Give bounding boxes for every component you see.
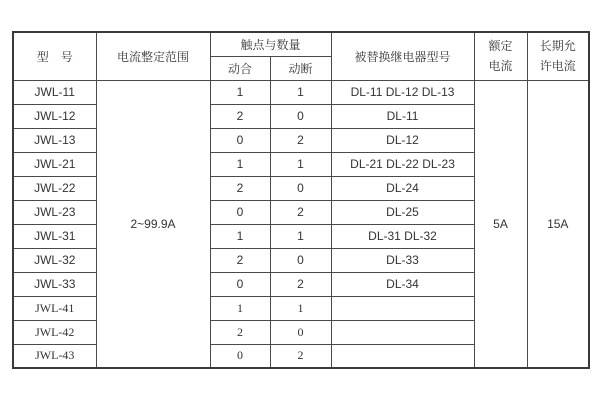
cell-contact-no: 1	[210, 296, 270, 320]
header-current-range: 电流整定范围	[96, 32, 210, 80]
cell-contact-nc: 1	[270, 224, 331, 248]
table-header	[13, 32, 589, 80]
cell-replaced-model	[331, 296, 474, 320]
header-rated-current	[474, 32, 527, 80]
cell-contact-no: 0	[210, 200, 270, 224]
cell-contact-no: 2	[210, 104, 270, 128]
header-contact-no: 动合	[210, 56, 270, 80]
cell-contact-nc: 2	[270, 200, 331, 224]
cell-model: JWL-23	[13, 200, 96, 224]
cell-contact-nc: 2	[270, 272, 331, 296]
cell-model: JWL-12	[13, 104, 96, 128]
cell-model: JWL-32	[13, 248, 96, 272]
header-rated-current-line1: 额定	[488, 39, 513, 54]
cell-contact-no: 1	[210, 224, 270, 248]
cell-replaced-model	[331, 320, 474, 344]
header-rated-current-line2: 电流	[488, 59, 513, 74]
cell-contact-nc: 2	[270, 128, 331, 152]
header-contacts-group: 触点与数量	[210, 32, 331, 56]
cell-replaced-model: DL-21 DL-22 DL-23	[331, 152, 474, 176]
header-model: 型 号	[13, 32, 96, 80]
header-long-term-line1: 长期允	[539, 39, 576, 54]
cell-replaced-model: DL-11 DL-12 DL-13	[331, 80, 474, 104]
cell-replaced-model: DL-34	[331, 272, 474, 296]
header-row-1	[13, 32, 589, 56]
table-row	[13, 80, 589, 104]
cell-contact-nc: 1	[270, 152, 331, 176]
cell-model: JWL-22	[13, 176, 96, 200]
cell-replaced-model: DL-25	[331, 200, 474, 224]
cell-replaced-model	[331, 344, 474, 368]
cell-model: JWL-11	[13, 80, 96, 104]
cell-replaced-model: DL-24	[331, 176, 474, 200]
relay-spec-table	[12, 31, 590, 369]
cell-contact-nc: 1	[270, 80, 331, 104]
header-long-term-current	[527, 32, 589, 80]
cell-model: JWL-33	[13, 272, 96, 296]
cell-contact-no: 1	[210, 80, 270, 104]
cell-model: JWL-43	[13, 344, 96, 368]
spec-table-container	[12, 31, 590, 369]
cell-contact-no: 2	[210, 176, 270, 200]
table-body	[13, 80, 589, 368]
cell-contact-no: 2	[210, 248, 270, 272]
cell-long-term-merged: 15A	[527, 80, 589, 368]
cell-model: JWL-41	[13, 296, 96, 320]
cell-contact-no: 0	[210, 128, 270, 152]
header-replaced-model: 被替换继电器型号	[331, 32, 474, 80]
cell-contact-no: 0	[210, 344, 270, 368]
header-contact-nc: 动断	[270, 56, 331, 80]
cell-contact-nc: 2	[270, 344, 331, 368]
cell-contact-no: 0	[210, 272, 270, 296]
header-long-term-line2: 许电流	[539, 59, 576, 74]
cell-contact-nc: 1	[270, 296, 331, 320]
cell-contact-no: 2	[210, 320, 270, 344]
cell-model: JWL-42	[13, 320, 96, 344]
cell-model: JWL-13	[13, 128, 96, 152]
cell-model: JWL-21	[13, 152, 96, 176]
cell-current-range-merged: 2~99.9A	[96, 80, 210, 368]
cell-replaced-model: DL-12	[331, 128, 474, 152]
cell-contact-no: 1	[210, 152, 270, 176]
cell-contact-nc: 0	[270, 176, 331, 200]
cell-contact-nc: 0	[270, 248, 331, 272]
cell-contact-nc: 0	[270, 104, 331, 128]
cell-contact-nc: 0	[270, 320, 331, 344]
cell-rated-current-merged: 5A	[474, 80, 527, 368]
cell-model: JWL-31	[13, 224, 96, 248]
cell-replaced-model: DL-31 DL-32	[331, 224, 474, 248]
cell-replaced-model: DL-11	[331, 104, 474, 128]
cell-replaced-model: DL-33	[331, 248, 474, 272]
